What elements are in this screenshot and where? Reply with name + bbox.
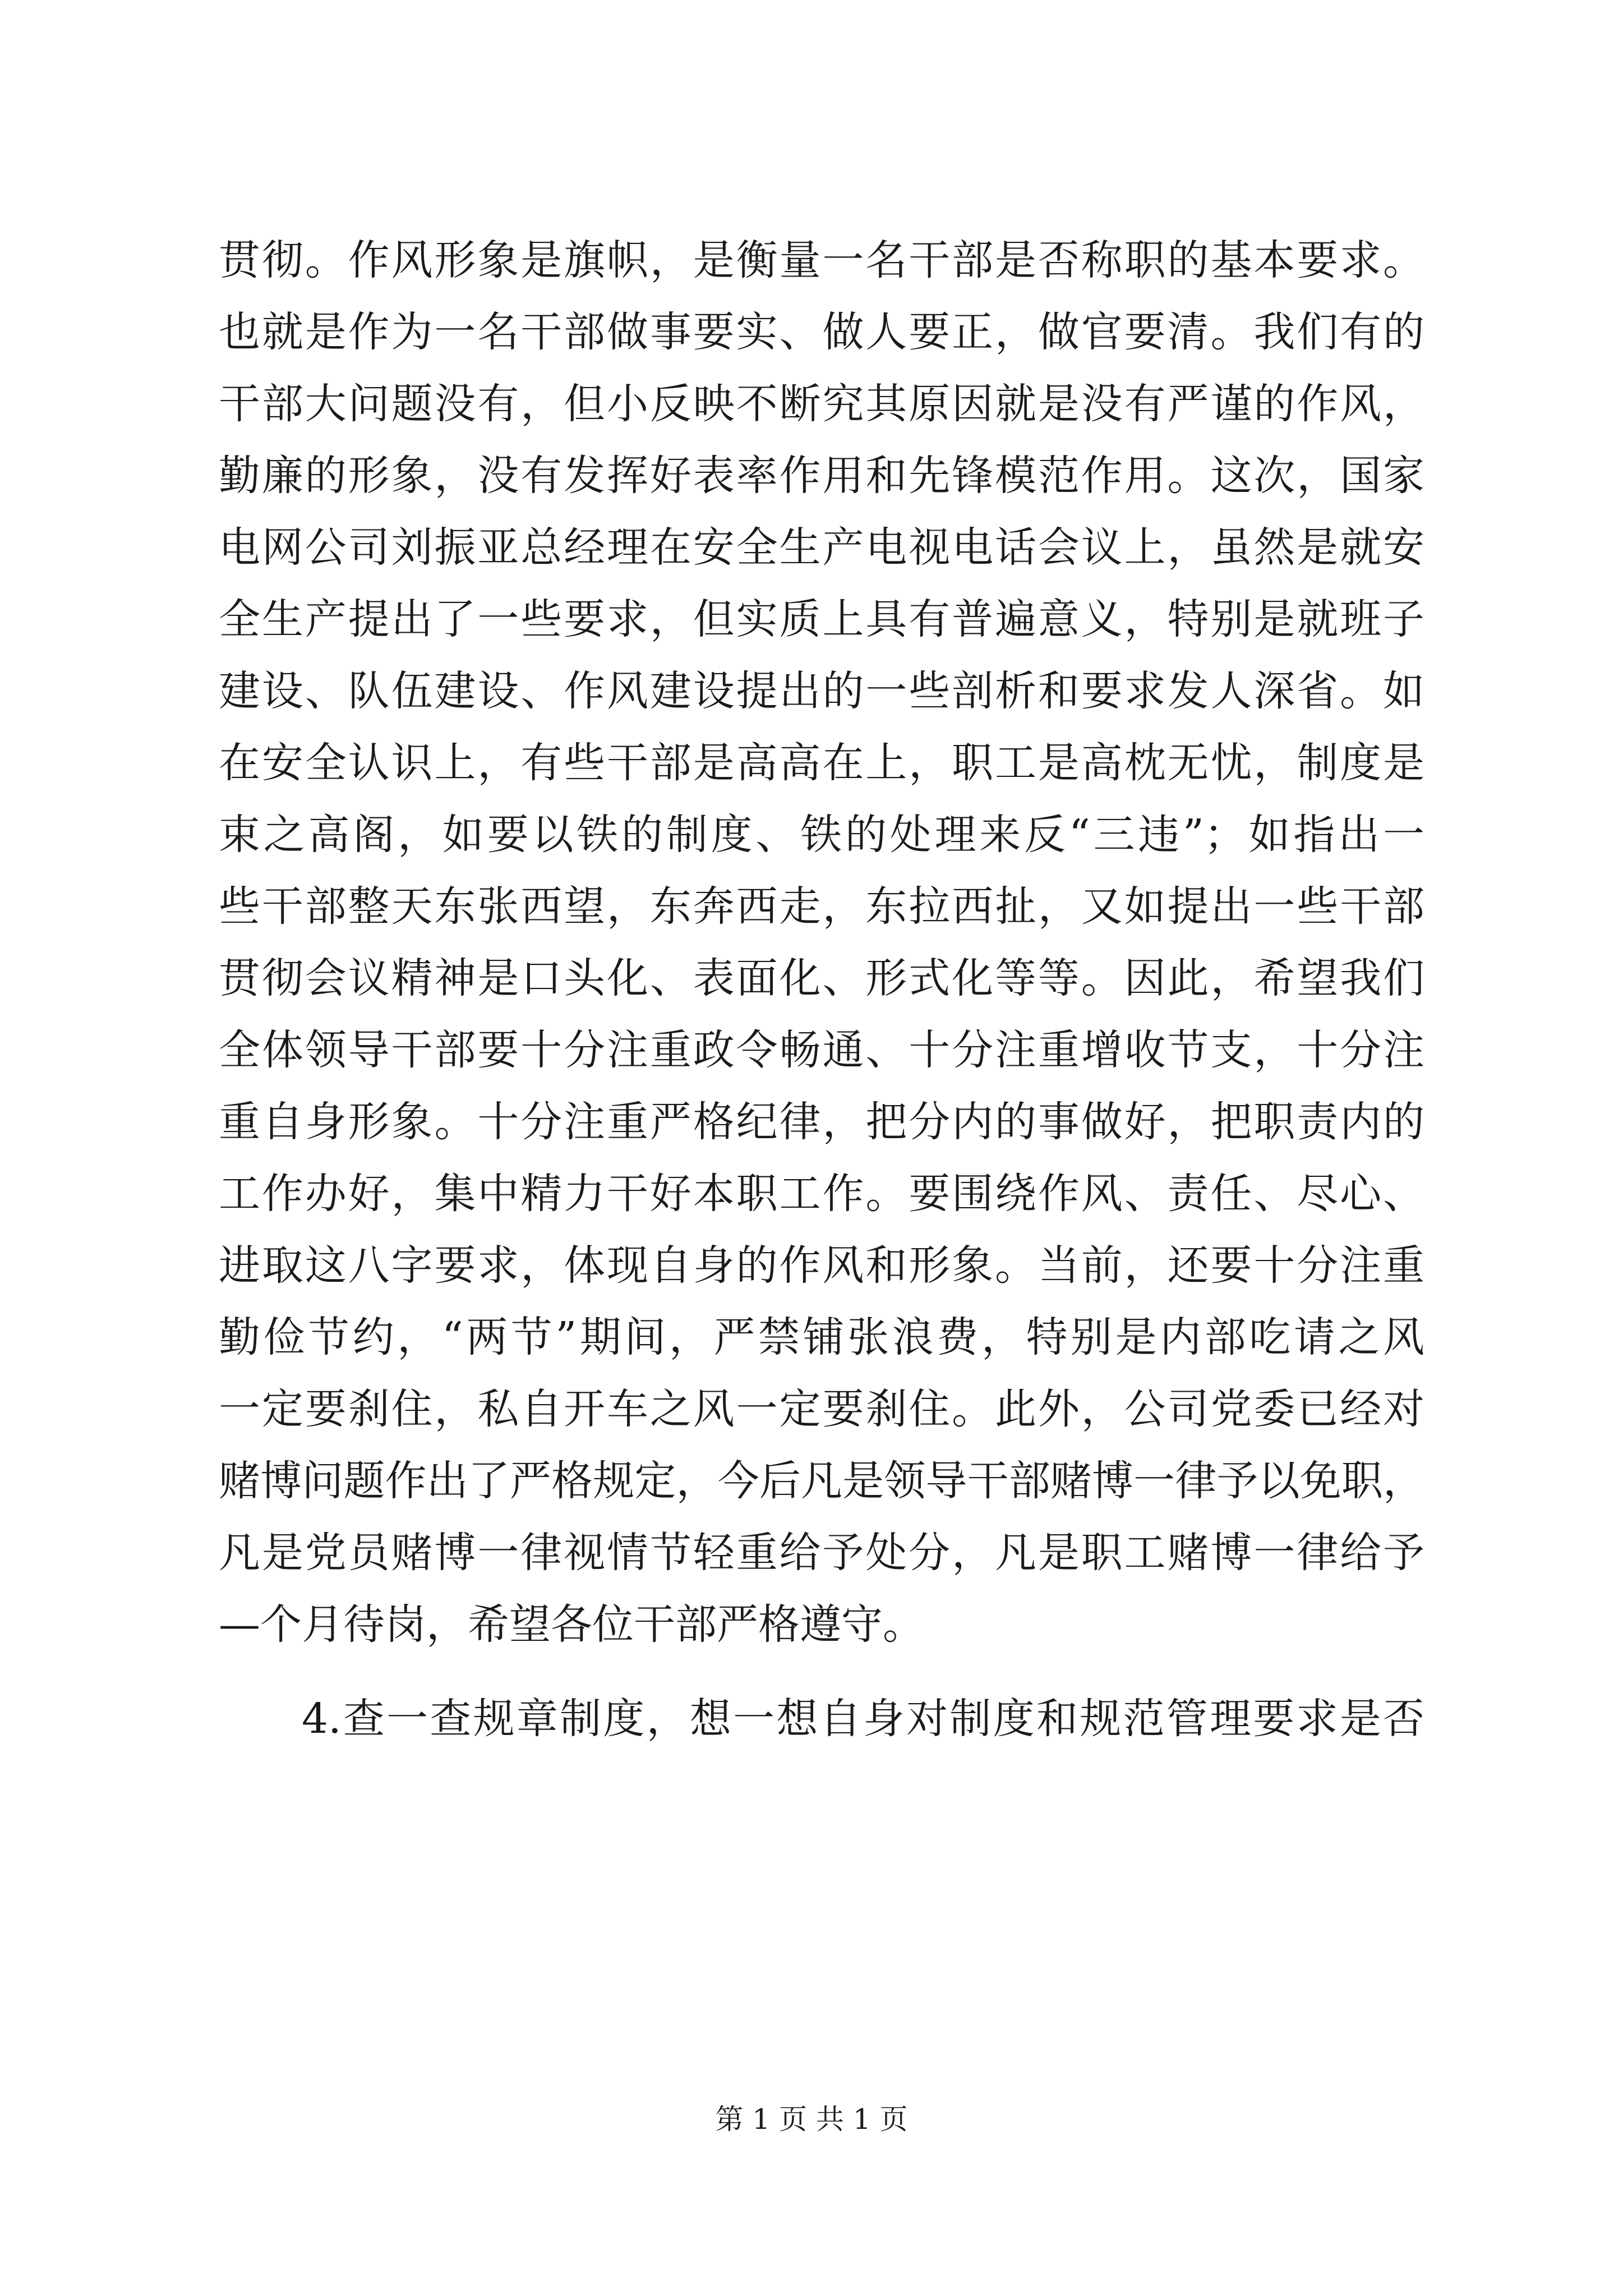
text-line: 束之高阁，如要以铁的制度、铁的处理来反“三违”；如指出一 bbox=[219, 811, 1424, 859]
text-line: 建设、队伍建设、作风建设提出的一些剖析和要求发人深省。如 bbox=[219, 667, 1424, 715]
paragraph-2 bbox=[219, 1683, 1424, 1755]
text-line: 进取这八字要求，体现自身的作风和形象。当前，还要十分注重 bbox=[219, 1241, 1424, 1290]
text-line: 全体领导干部要十分注重政令畅通、十分注重增收节支，十分注 bbox=[219, 1026, 1424, 1074]
text-line: 重自身形象。十分注重严格纪律，把分内的事做好，把职责内的 bbox=[219, 1098, 1424, 1146]
paragraph-spacer bbox=[219, 1660, 1424, 1683]
text-line: 勤俭节约，“两节”期间，严禁铺张浪费，特别是内部吃请之风 bbox=[219, 1313, 1424, 1361]
text-line: 勤廉的形象，没有发挥好表率作用和先锋模范作用。这次，国家 bbox=[219, 452, 1424, 500]
text-line: 一定要刹住，私自开车之风一定要刹住。此外，公司党委已经对 bbox=[219, 1385, 1424, 1433]
text-line: 些干部整天东张西望，东奔西走，东拉西扯，又如提出一些干部 bbox=[219, 882, 1424, 931]
page-footer bbox=[0, 2097, 1623, 2142]
page-number-label: 第 1 页 共 1 页 bbox=[715, 2103, 908, 2136]
document-body bbox=[219, 224, 1424, 1755]
text-line: 也就是作为一名干部做事要实、做人要正，做官要清。我们有的 bbox=[219, 308, 1424, 356]
text-line: 凡是党员赌博一律视情节轻重给予处分，凡是职工赌博一律给予 bbox=[219, 1529, 1424, 1577]
text-line: 贯彻。作风形象是旗帜，是衡量一名干部是否称职的基本要求。 bbox=[219, 236, 1424, 284]
text-line: 全生产提出了一些要求，但实质上具有普遍意义，特别是就班子 bbox=[219, 595, 1424, 643]
paragraph-1 bbox=[219, 224, 1424, 1660]
text-line: 赌博问题作出了严格规定，今后凡是领导干部赌博一律予以免职， bbox=[219, 1457, 1424, 1505]
text-line: 工作办好，集中精力干好本职工作。要围绕作风、责任、尽心、 bbox=[219, 1170, 1424, 1218]
text-line: 贯彻会议精神是口头化、表面化、形式化等等。因此，希望我们 bbox=[219, 954, 1424, 1002]
text-line: 在安全认识上，有些干部是高高在上，职工是高枕无忧，制度是 bbox=[219, 739, 1424, 787]
text-line: 干部大问题没有，但小反映不断究其原因就是没有严谨的作风， bbox=[219, 380, 1424, 428]
text-line: —个月待岗，希望各位干部严格遵守。 bbox=[219, 1600, 924, 1649]
text-line: 4.查一查规章制度，想一想自身对制度和规范管理要求是否 bbox=[302, 1695, 1424, 1743]
text-line: 电网公司刘振亚总经理在安全生产电视电话会议上，虽然是就安 bbox=[219, 523, 1424, 572]
